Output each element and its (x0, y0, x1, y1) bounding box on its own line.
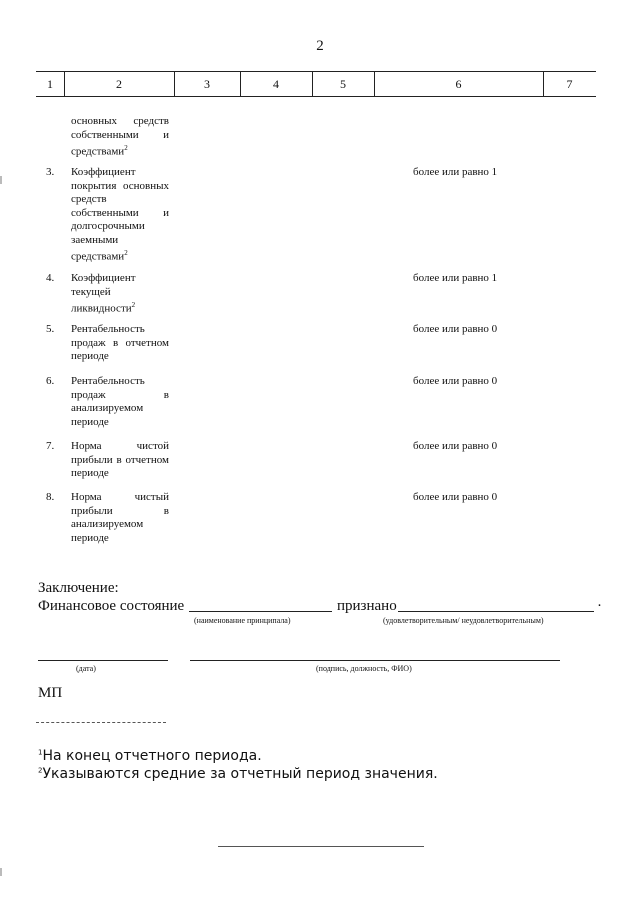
table-header-col-6: 6 (455, 77, 462, 91)
indicator-name: Норма чистой прибыли в отчетном периоде (71, 440, 169, 479)
financial-state-label: Финансовое состояние (38, 598, 185, 614)
footnote (38, 748, 262, 764)
principal-name-line (189, 611, 332, 612)
table-row (71, 375, 169, 429)
indicator-name: Норма чистый прибыли в анализируемом периоде (71, 491, 169, 544)
footnote-text: Указываются средние за отчетный период значения. (42, 766, 438, 782)
table-header-col-4: 4 (273, 77, 279, 91)
norm-value: более или равно 1 (413, 272, 498, 284)
status-caption: (удовлетворительным/ неудовлетворительным) (383, 616, 544, 625)
indicator-name: Коэффициент покрытия основных средств собственными и долгосрочными заемными средствами (71, 166, 169, 263)
norm-value: более или равно 0 (413, 323, 498, 335)
norm-value: более или равно 0 (413, 440, 498, 452)
row-number: 4. (46, 272, 55, 284)
signature-line (190, 660, 560, 661)
table-header-col-1: 1 (47, 77, 53, 91)
footnote-separator (36, 722, 166, 723)
norm-value: более или равно 0 (413, 375, 498, 387)
end-mark: · (597, 598, 602, 614)
footnote-ref: 2 (124, 249, 128, 257)
row-number: 8. (46, 491, 55, 503)
status-line (398, 611, 594, 612)
scan-mark (0, 176, 2, 184)
table-row (71, 115, 169, 159)
row-number: 3. (46, 166, 55, 178)
footnote-ref: 2 (131, 301, 136, 309)
table-header-top-border (36, 71, 596, 72)
indicator-name: Коэффициент текущей ликвидности (71, 272, 136, 315)
footnote-ref: 2 (124, 144, 128, 152)
table-header-col-2: 2 (116, 77, 122, 91)
norm-value: более или равно 1 (413, 166, 498, 178)
indicator-name: Рентабельность продаж в отчетном периоде (71, 323, 169, 362)
footnote-number: 2 (38, 766, 43, 775)
date-line (38, 660, 168, 661)
indicator-name: Рентабельность продаж в анализируемом периоде (71, 375, 169, 428)
table-header-col-3: 3 (204, 77, 210, 91)
principal-caption: (наименование принципала) (194, 616, 291, 625)
bottom-rule (218, 846, 424, 847)
page-number: 2 (316, 38, 324, 54)
conclusion-title: Заключение: (38, 580, 119, 596)
table-row (71, 440, 169, 481)
table-row (71, 272, 169, 316)
table-header-bottom-border (36, 96, 596, 97)
indicator-name: основных средств собственными и средствами (71, 115, 169, 158)
footnote (38, 766, 438, 782)
table-row (71, 323, 169, 364)
table-row (71, 166, 169, 264)
signature-caption: (подпись, должность, ФИО) (316, 664, 412, 673)
stamp-label: МП (38, 685, 63, 701)
scan-mark (0, 868, 2, 876)
table-header-col-7: 7 (566, 77, 573, 91)
recognized-label: признано (337, 598, 397, 614)
norm-value: более или равно 0 (413, 491, 498, 503)
row-number: 5. (46, 323, 55, 335)
row-number: 7. (46, 440, 55, 452)
row-number: 6. (46, 375, 55, 387)
date-caption: (дата) (76, 664, 96, 673)
table-row (71, 491, 169, 545)
footnote-text: На конец отчетного периода. (42, 748, 262, 764)
table-header-col-5: 5 (340, 77, 346, 91)
footnote-number: 1 (38, 748, 43, 757)
